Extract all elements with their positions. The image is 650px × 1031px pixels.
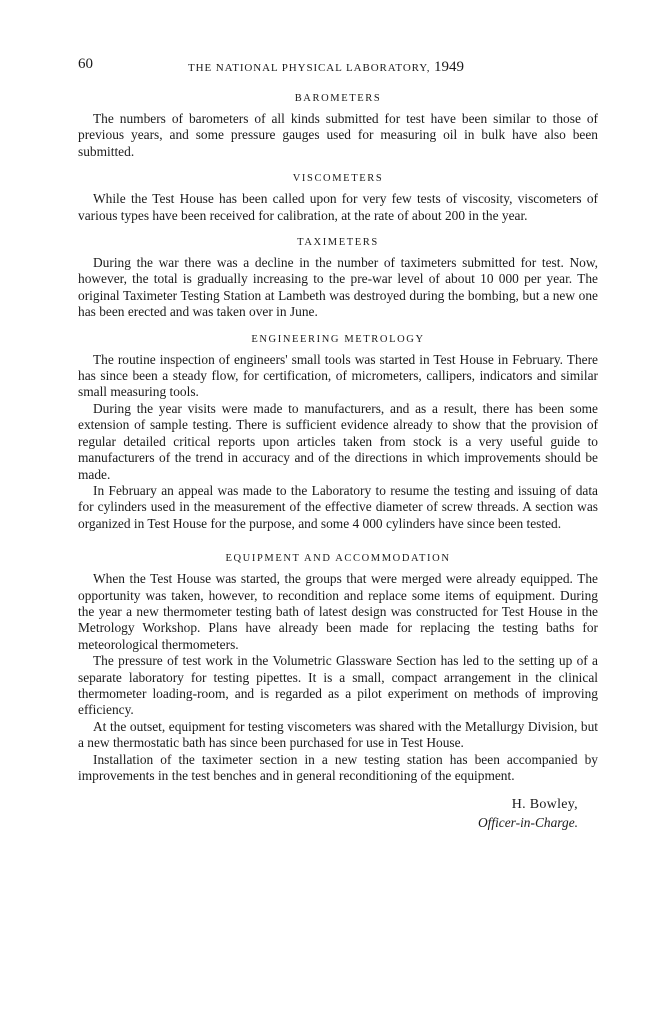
section-heading-equipment-accommodation: EQUIPMENT AND ACCOMMODATION [225, 553, 451, 565]
document-page [78, 56, 598, 831]
paragraph-barometers: The numbers of barometers of all kinds submitted for test have been similar to those of previous years, and some pressure gauges used for measuring oil in bulk have also been submitted. [78, 111, 598, 159]
signatory-name: H. Bowley, [511, 797, 578, 813]
signatory-title: Officer-in-Charge. [477, 815, 578, 831]
section-heading-taximeters: TAXIMETERS [297, 237, 379, 249]
paragraph-taximeters: During the war there was a decline in the number of taximeters submitted for test. Now, however, the total is gradually increasing to the pre-war level of about 10 000 per year. The original Taximeter Testing Station at Lambeth was destroyed during the bombing, but a new one has been erected and was taken over in June. [78, 255, 598, 320]
paragraph-metrology-1: The routine inspection of engineers' small tools was started in Test House in February. There has since been a steady flow, for certification, of micrometers, callipers, indicators and similar small measuring tools. [78, 351, 598, 400]
running-title [188, 59, 464, 76]
paragraph-equipment-4: Installation of the taximeter section in a new testing station has been accompanied by improvements in the test benches and in general reconditioning of the equipment. [78, 751, 598, 783]
running-year: 1949 [434, 59, 465, 75]
paragraph-equipment-3: At the outset, equipment for testing viscometers was shared with the Metallurgy Division, but a new thermostatic bath has since been purchased for use in Test House. [78, 718, 598, 751]
section-heading-viscometers: VISCOMETERS [292, 173, 384, 185]
paragraph-metrology-3: In February an appeal was made to the Laboratory to resume the testing and issuing of data for cylinders used in the measurement of the effective diameter of screw threads. A section was organized in Test House for the purpose, and some 4 000 cylinders have since been tested. [78, 482, 598, 531]
section-heading-barometers: BAROMETERS [294, 93, 382, 104]
paragraph-viscometers: While the Test House has been called upon for very few tests of viscosity, viscometers of various types have been received for calibration, at the rate of about 200 in the year. [78, 191, 598, 223]
paragraph-equipment-1: When the Test House was started, the groups that were merged were already equipped. The opportunity was taken, however, to recondition and replace some items of equipment. During the year a new thermometer testing bath of latest design was constructed for Test House in the Metrology Workshop. Plans have already been made for replacing the testing baths for meteorological thermometers. [78, 571, 598, 652]
section-heading-engineering-metrology: ENGINEERING METROLOGY [251, 333, 425, 345]
page-number: 60 [78, 56, 93, 72]
running-header [78, 56, 598, 78]
paragraph-equipment-2: The pressure of test work in the Volumetric Glassware Section has led to the setting up of a separate laboratory for testing pipettes. It is a small, compact arrangement in the clinical thermometer loading-room, and is regarded as a pilot experiment on methods of improving efficiency. [78, 653, 598, 718]
paragraph-metrology-2: During the year visits were made to manufacturers, and as a result, there has been some extension of sample testing. There is sufficient evidence already to show that the provision of regular detailed critical reports upon articles taken from stock is a very useful guide to manufacturers of the trend in accuracy and of the directions in which improvements should be made. [78, 400, 598, 482]
signature-block [78, 796, 598, 831]
running-title-text: THE NATIONAL PHYSICAL LABORATORY, [188, 62, 431, 74]
